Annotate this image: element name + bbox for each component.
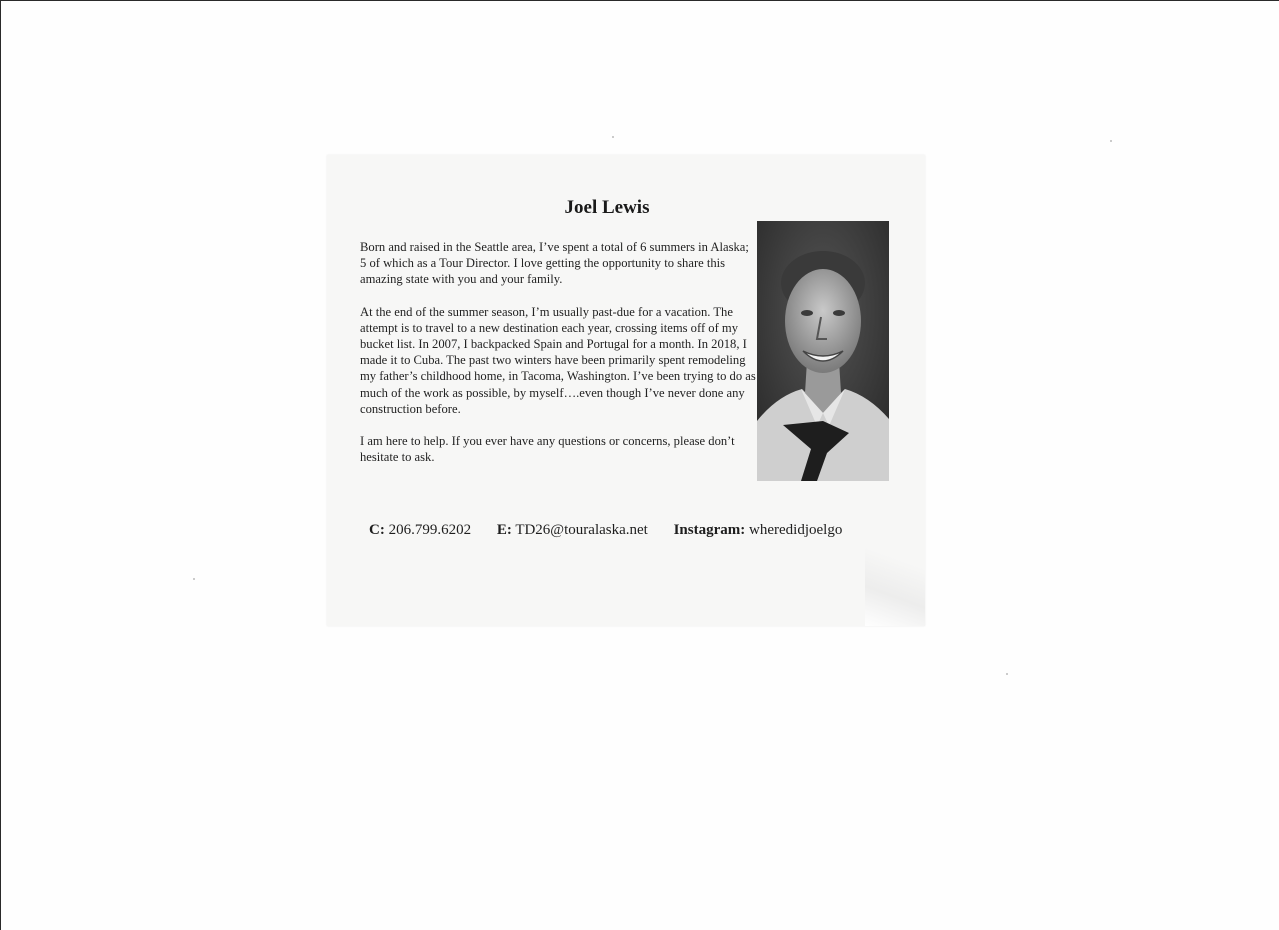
bio-paragraph-travel: At the end of the summer season, I’m usually past-due for a vacation. The attempt is to travel to a new destination each year, crossing items off of my bucket list. In 2007, I backpacked Spain and Portugal for a month. In 2018, I made it to Cuba. The past two winters have been primarily spent remodeling my father’s childhood home, in Tacoma, Washington. I’ve been trying to do as much of the work as possible, by myself….even though I’ve never done any construction before. <box>360 304 756 416</box>
instagram-label: Instagram: <box>673 522 746 538</box>
profile-name: Joel Lewis <box>564 197 650 218</box>
contact-line <box>369 522 909 539</box>
email-label: E: <box>496 522 512 538</box>
bio-paragraph-intro: Born and raised in the Seattle area, I’ve spent a total of 6 summers in Alaska; 5 of which as a Tour Director. I love getting the opportunity to share this amazing state with you and your family. <box>360 240 749 287</box>
phone-number: 206.799.6202 <box>388 522 472 538</box>
dust-speck <box>612 136 614 138</box>
bio-sheet <box>327 155 925 626</box>
portrait-photo <box>757 221 889 481</box>
dust-speck <box>1110 140 1112 142</box>
bio-paragraph-help: I am here to help. If you ever have any questions or concerns, please don’t hesitate to ask. <box>360 434 735 465</box>
contact-email <box>497 522 648 539</box>
dust-speck <box>1006 673 1008 675</box>
bio-text <box>360 239 758 481</box>
portrait-illustration <box>757 221 889 481</box>
dust-speck <box>193 578 195 580</box>
scan-edge-top <box>0 0 1279 1</box>
contact-phone <box>369 522 471 539</box>
contact-instagram <box>674 522 843 539</box>
scan-edge-left <box>0 0 1 930</box>
instagram-handle: wheredidjoelgo <box>749 522 843 538</box>
phone-label: C: <box>369 522 385 538</box>
email-address: TD26@touralaska.net <box>515 522 648 538</box>
